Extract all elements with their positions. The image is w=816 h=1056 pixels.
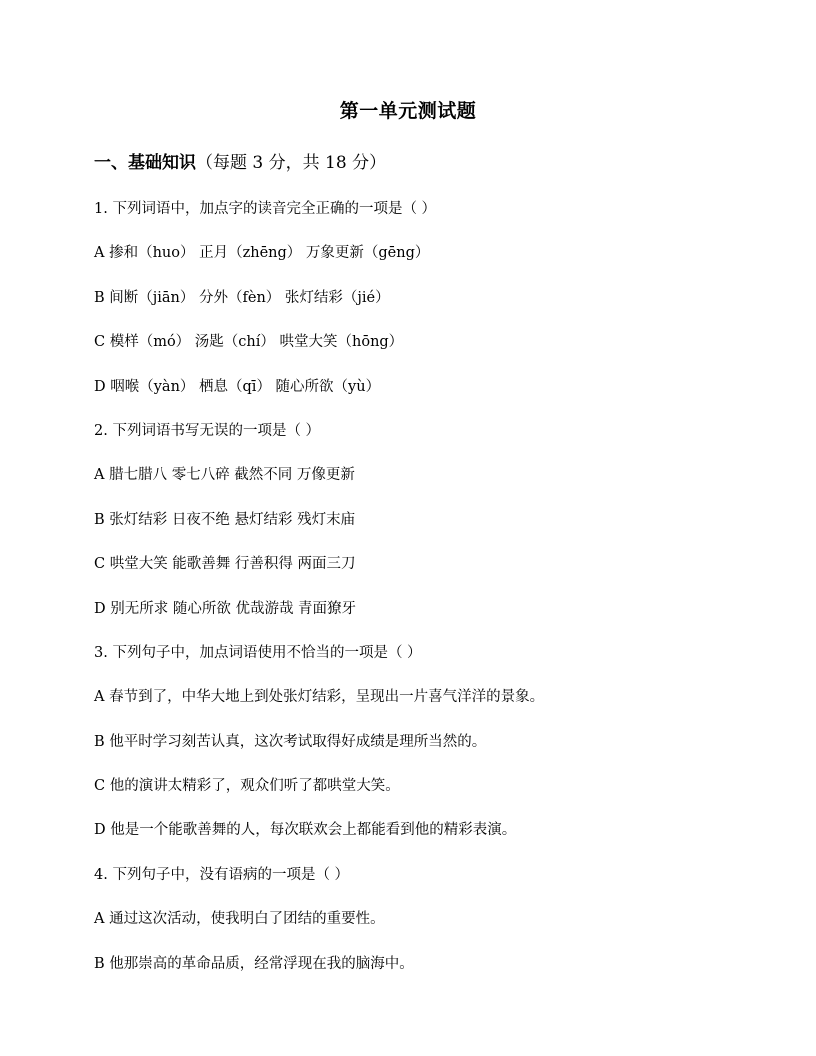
question-1-option-b: B 间断（jiān） 分外（fèn） 张灯结彩（jié） bbox=[94, 289, 390, 306]
question-2-option-a: A 腊七腊八 零七八碎 截然不同 万像更新 bbox=[94, 467, 355, 484]
question-1-option-c: C 模样（mó） 汤匙（chí） 哄堂大笑（hōng） bbox=[94, 334, 404, 351]
question-1-option-a: A 掺和（huo） 正月（zhēng） 万象更新（gēng） bbox=[94, 245, 430, 262]
question-2: 2. 下列词语书写无误的一项是（ ） bbox=[94, 422, 321, 439]
document-title: 第一单元测试题 bbox=[339, 100, 477, 122]
question-1-option-d: D 咽喉（yàn） 栖息（qī） 随心所欲（yù） bbox=[94, 378, 381, 395]
question-3: 3. 下列句子中，加点词语使用不恰当的一项是（ ） bbox=[94, 644, 422, 661]
question-2-option-c: C 哄堂大笑 能歌善舞 行善积得 两面三刀 bbox=[94, 556, 356, 573]
section-heading-label: 一、基础知识 bbox=[94, 153, 196, 173]
section-heading bbox=[94, 148, 386, 173]
question-3-option-d: D 他是一个能歌善舞的人，每次联欢会上都能看到他的精彩表演。 bbox=[94, 822, 517, 839]
question-2-option-d: D 别无所求 随心所欲 优哉游哉 青面獠牙 bbox=[94, 600, 357, 617]
question-3-option-a: A 春节到了，中华大地上到处张灯结彩，呈现出一片喜气洋洋的景象。 bbox=[94, 689, 545, 706]
question-3-option-b: B 他平时学习刻苦认真，这次考试取得好成绩是理所当然的。 bbox=[94, 733, 487, 750]
question-list bbox=[94, 198, 754, 997]
question-4-option-b: B 他那崇高的革命品质，经常浮现在我的脑海中。 bbox=[94, 955, 414, 972]
question-4-option-a: A 通过这次活动，使我明白了团结的重要性。 bbox=[94, 911, 385, 928]
question-3-option-c: C 他的演讲太精彩了，观众们听了都哄堂大笑。 bbox=[94, 778, 400, 795]
question-4: 4. 下列句子中，没有语病的一项是（ ） bbox=[94, 866, 350, 883]
question-1: 1. 下列词语中，加点字的读音完全正确的一项是（ ） bbox=[94, 201, 437, 217]
question-2-option-b: B 张灯结彩 日夜不绝 悬灯结彩 残灯末庙 bbox=[94, 511, 356, 528]
section-score-note: （每题 3 分，共 18 分） bbox=[196, 153, 387, 173]
